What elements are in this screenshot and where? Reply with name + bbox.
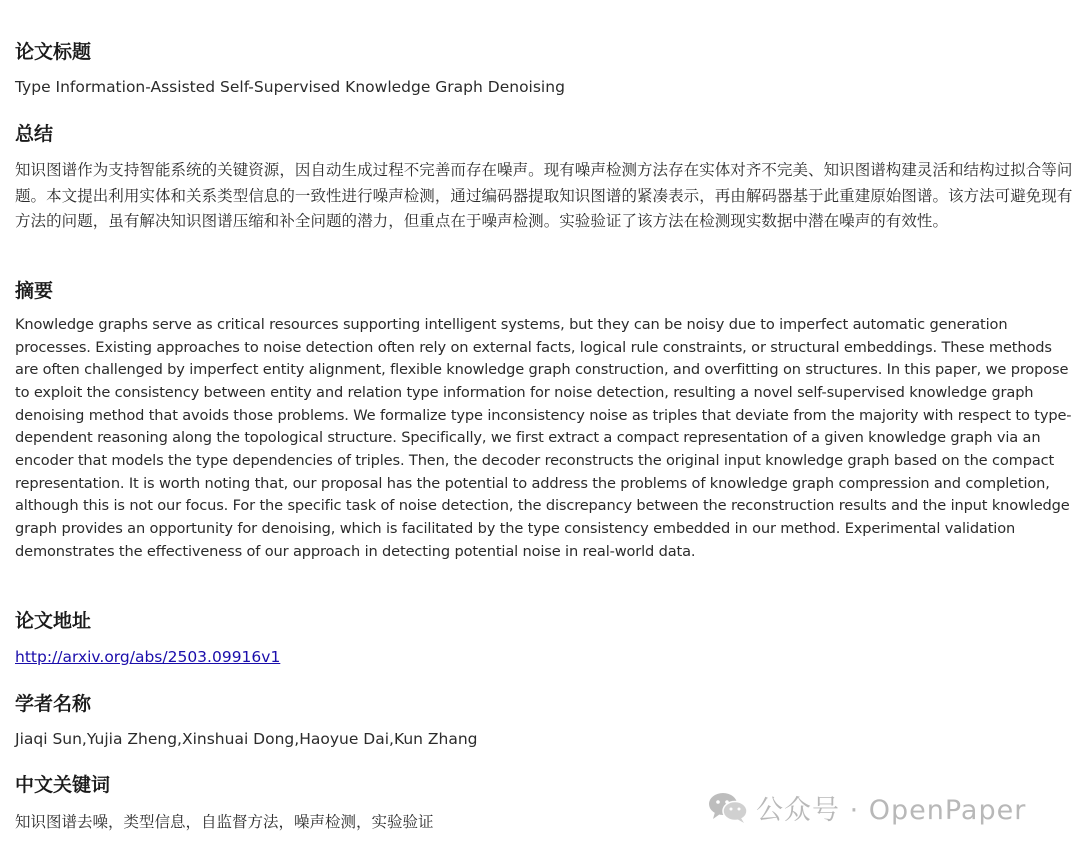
watermark-text: 公众号 · OpenPaper — [756, 794, 1027, 826]
paper-title-text: Type Information-Assisted Self-Supervised Knowledge Graph Denoising — [15, 78, 565, 96]
wechat-icon — [708, 790, 748, 824]
summary-text: 知识图谱作为支持智能系统的关键资源，因自动生成过程不完善而存在噪声。现有噪声检测方法存在实体对齐不完美、知识图谱构建灵活和结构过拟合等问题。本文提出利用实体和关系类型信息的一致性进行噪声检测，通过编码器提取知识图谱的紧凑表示，再由解码器基于此重建原始图谱。该方法可避免现有方法的问题，虽有解决知识图谱压缩和补全问题的潜力，但重点在于噪声检测。实验验证了该方法在检测现实数据中潜在噪声的有效性。 — [15, 161, 1073, 231]
authors-heading: 学者名称 — [15, 693, 92, 715]
paper-url-row — [15, 646, 280, 669]
wechat-watermark — [708, 788, 1026, 826]
paper-url-heading: 论文地址 — [15, 610, 92, 632]
paper-url-link[interactable]: http://arxiv.org/abs/2503.09916v1 — [15, 648, 281, 666]
abstract-heading: 摘要 — [15, 280, 54, 302]
summary-heading: 总结 — [15, 123, 54, 145]
authors-text: Jiaqi Sun,Yujia Zheng,Xinshuai Dong,Haoyue Dai,Kun Zhang — [15, 730, 478, 748]
keywords-text: 知识图谱去噪，类型信息，自监督方法，噪声检测，实验验证 — [15, 813, 434, 831]
abstract-text: Knowledge graphs serve as critical resources supporting intelligent systems, but they can be noisy due to imperfect automatic generation processes. Existing approaches to noise detection often rely on external facts, logical rule constraints, or structural embeddings. These methods are often challenged by imperfect entity alignment, flexible knowledge graph construction, and overfitting on structures. In this paper, we propose to exploit the consistency between entity and relation type information for noise detection, resulting a novel self-supervised knowledge graph denoising method that avoids those problems. We formalize type inconsistency noise as triples that deviate from the majority with respect to type-dependent reasoning along the topological structure. Specifically, we first extract a compact representation of a given knowledge graph via an encoder that models the type dependencies of triples. Then, the decoder reconstructs the original input knowledge graph based on the compact representation. It is worth noting that, our proposal has the potential to address the problems of knowledge graph compression and completion, although this is not our focus. For the specific task of noise detection, the discrepancy between the reconstruction results and the input knowledge graph provides an opportunity for denoising, which is facilitated by the type consistency embedded in our method. Experimental validation demonstrates the effectiveness of our approach in detecting potential noise in real-world data. — [15, 316, 1072, 560]
keywords-heading: 中文关键词 — [15, 774, 111, 796]
paper-title-heading: 论文标题 — [15, 41, 92, 63]
